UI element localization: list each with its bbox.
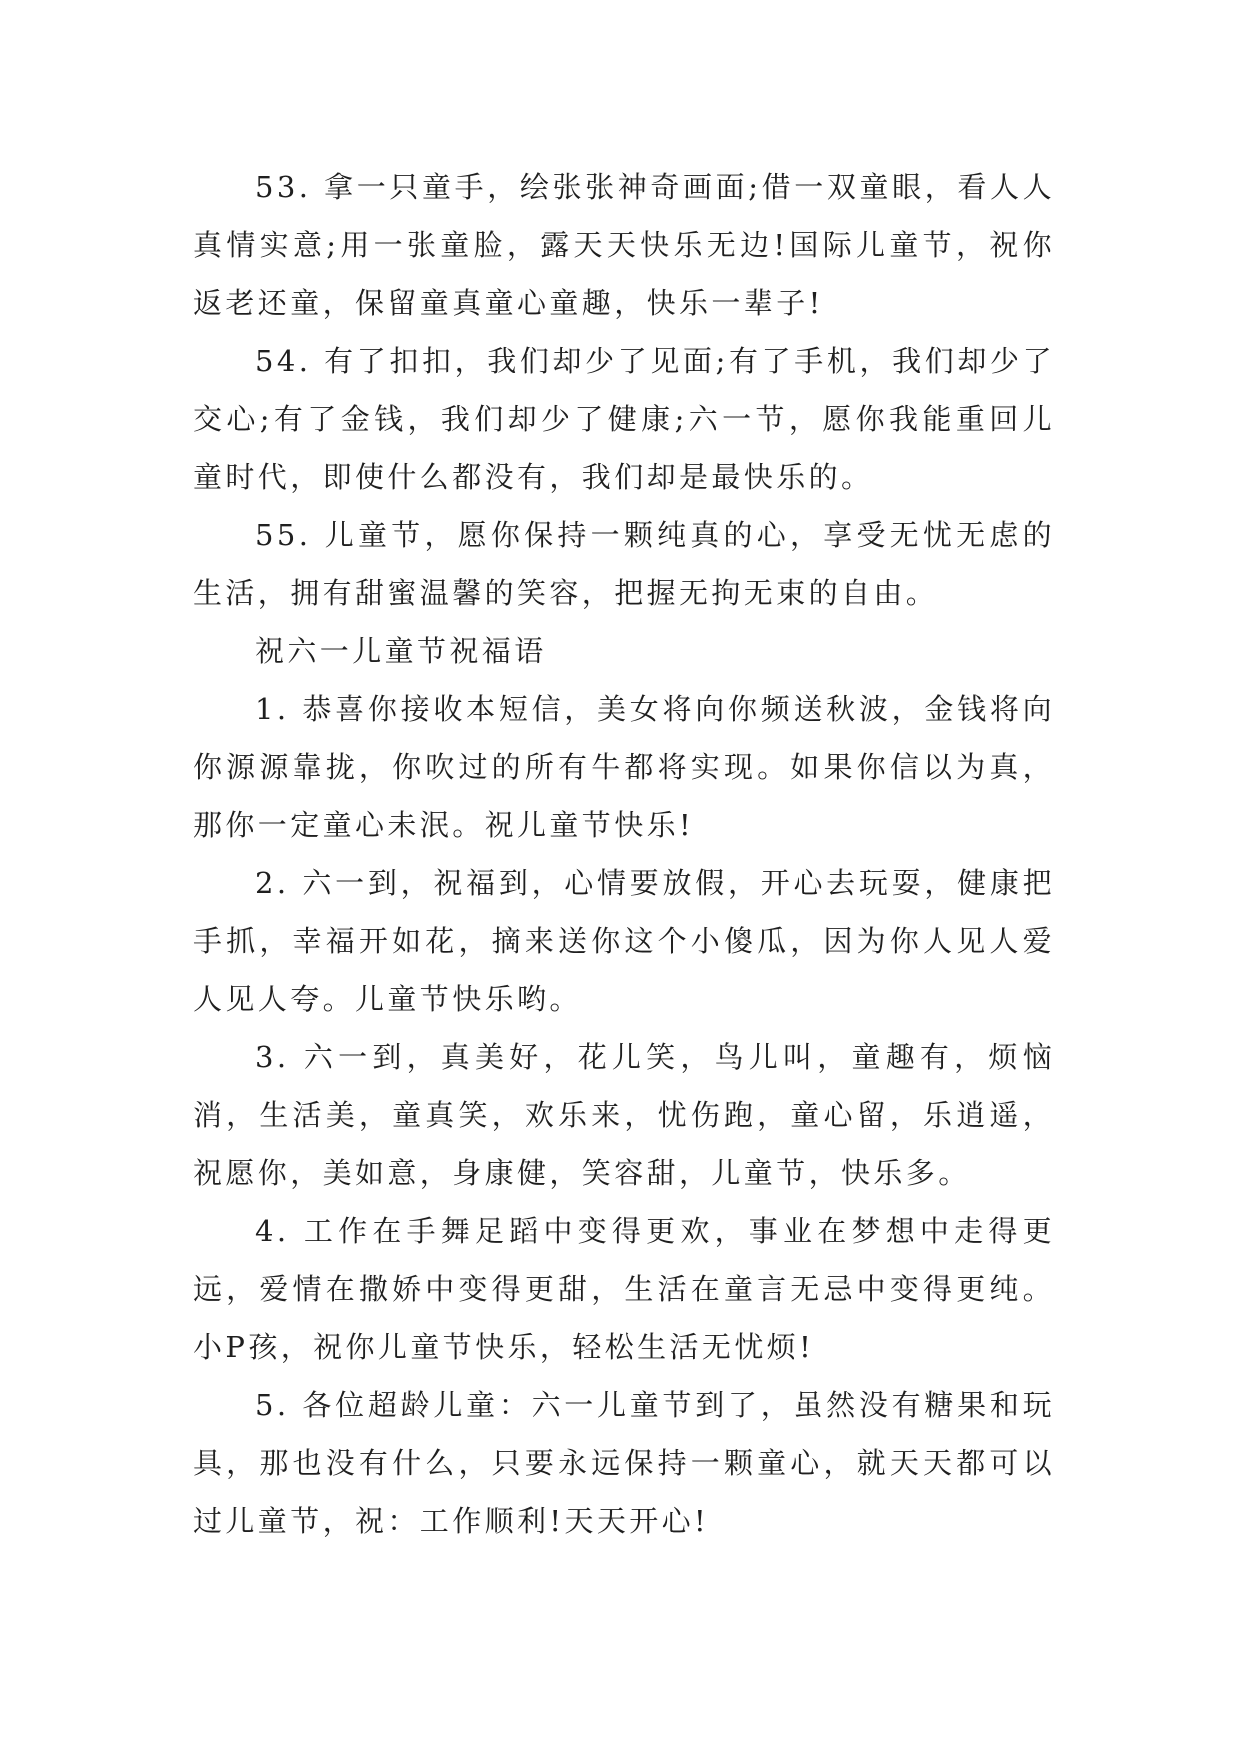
paragraph-53: 53. 拿一只童手，绘张张神奇画面;借一双童眼，看人人真情实意;用一张童脸，露天天快乐无边!国际儿童节，祝你返老还童，保留童真童心童趣，快乐一辈子!: [193, 170, 1055, 320]
list-item: 1. 恭喜你接收本短信，美女将向你频送秋波，金钱将向你源源靠拢，你吹过的所有牛都将实现。如果你信以为真，那你一定童心未泯。祝儿童节快乐!: [193, 692, 1055, 842]
list-item: 3. 六一到，真美好，花儿笑，鸟儿叫，童趣有，烦恼消，生活美，童真笑，欢乐来，忧伤跑，童心留，乐逍遥，祝愿你，美如意，身康健，笑容甜，儿童节，快乐多。: [193, 1040, 1055, 1190]
section-title: 祝六一儿童节祝福语: [255, 634, 547, 668]
document-body: [193, 158, 1055, 1550]
paragraph-54: 54. 有了扣扣，我们却少了见面;有了手机，我们却少了交心;有了金钱，我们却少了健康;六一节，愿你我能重回儿童时代，即使什么都没有，我们却是最快乐的。: [193, 344, 1055, 494]
list-item: 2. 六一到，祝福到，心情要放假，开心去玩耍，健康把手抓，幸福开如花，摘来送你这个小傻瓜，因为你人见人爱人见人夸。儿童节快乐哟。: [193, 866, 1055, 1016]
paragraph-55: 55. 儿童节，愿你保持一颗纯真的心，享受无忧无虑的生活，拥有甜蜜温馨的笑容，把握无拘无束的自由。: [193, 518, 1055, 610]
list-item: 5. 各位超龄儿童：六一儿童节到了，虽然没有糖果和玩具，那也没有什么，只要永远保持一颗童心，就天天都可以过儿童节，祝：工作顺利!天天开心!: [193, 1388, 1055, 1538]
list-item: 4. 工作在手舞足蹈中变得更欢，事业在梦想中走得更远，爱情在撒娇中变得更甜，生活在童言无忌中变得更纯。小P孩，祝你儿童节快乐，轻松生活无忧烦!: [193, 1214, 1055, 1364]
